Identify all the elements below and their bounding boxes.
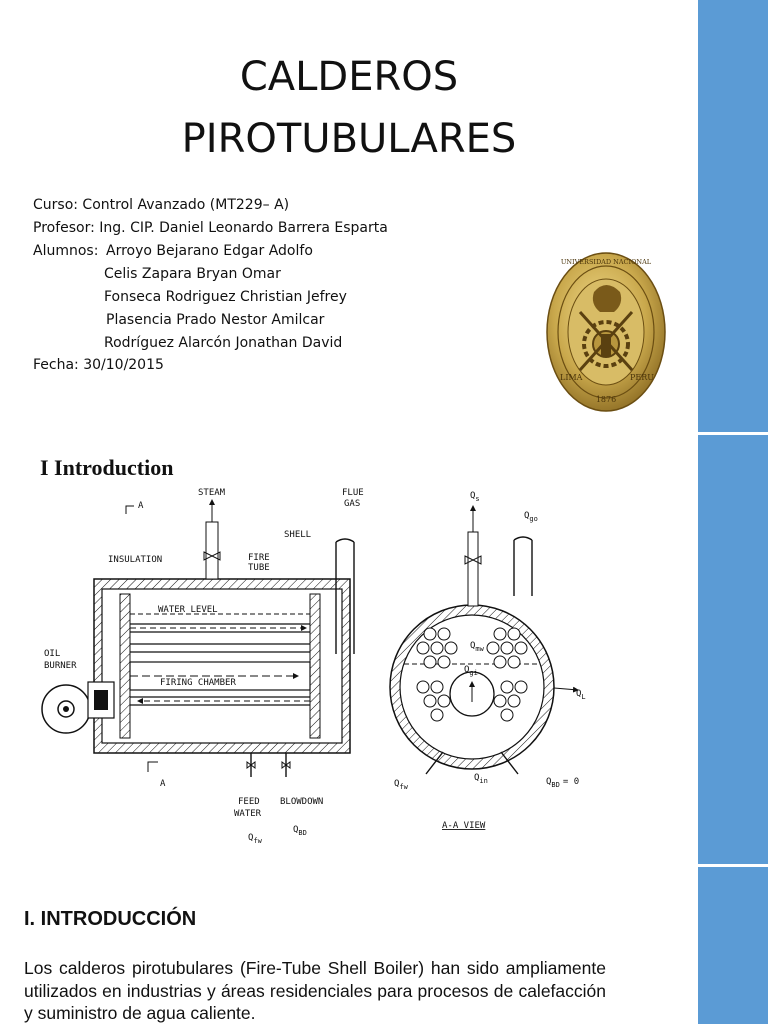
right-sidebar	[698, 0, 768, 1024]
seal-year: 1876	[595, 395, 617, 404]
label-insulation: INSULATION	[108, 555, 163, 565]
sidebar-block-top	[698, 0, 768, 432]
student-1: Arroyo Bejarano Edgar Adolfo	[106, 243, 313, 259]
student-3: Fonseca Rodriguez Christian Jefrey	[104, 289, 347, 305]
label-water-level: WATER LEVEL	[158, 605, 218, 615]
label-q-bd-zero: $Q_{BD} = 0$	[546, 777, 580, 789]
label-firing-chamber: FIRING CHAMBER	[160, 678, 236, 688]
label-q-bd: $Q_{BD}$	[293, 825, 307, 837]
student-5: Rodríguez Alarcón Jonathan David	[104, 335, 343, 351]
seal-arc-text: UNIVERSIDAD NACIONAL	[560, 258, 652, 266]
label-q-l: $Q_L$	[576, 689, 586, 701]
label-gas: GAS	[344, 499, 361, 509]
student-2: Celis Zapara Bryan Omar	[104, 266, 281, 282]
label-q-gi: $Q_{gi}$	[464, 665, 478, 677]
figure-heading: I Introduction	[40, 455, 174, 480]
section-body: Los calderos pirotubulares (Fire-Tube Shell Boiler) han sido ampliamente utilizados en industrias y áreas residenciales para procesos de calefacción y suministro de agua caliente.	[24, 958, 606, 1023]
label-steam: STEAM	[198, 488, 226, 498]
label-q-mw: $Q_{mw}$	[470, 641, 484, 653]
label-tube: TUBE	[248, 563, 270, 573]
label-section-a-top: A	[138, 501, 144, 511]
label-section-a-bottom: A	[160, 779, 166, 789]
label-burner: BURNER	[44, 661, 77, 671]
seal-left-text: LIMA	[560, 373, 583, 382]
label-q-fw-view: $Q_{fw}$	[394, 779, 408, 791]
label-q-in: $Q_{in}$	[474, 773, 488, 785]
label-q-fw: $Q_{fw}$	[248, 833, 262, 845]
label-fire: FIRE	[248, 553, 270, 563]
sidebar-block-middle	[698, 435, 768, 864]
page-title-line1: CALDEROS	[239, 54, 459, 100]
date-line: Fecha: 30/10/2015	[33, 357, 164, 373]
page-title-line2: PIROTUBULARES	[181, 116, 517, 162]
label-q-go: $Q_{go}$	[524, 511, 538, 523]
students-label: Alumnos:	[33, 243, 99, 259]
section-title: I. INTRODUCCIÓN	[24, 908, 197, 930]
professor-line: Profesor: Ing. CIP. Daniel Leonardo Barrera Esparta	[33, 220, 388, 236]
label-blowdown: BLOWDOWN	[280, 797, 324, 807]
university-seal-logo	[546, 252, 666, 412]
sidebar-block-bottom	[698, 867, 768, 1024]
label-shell: SHELL	[284, 530, 312, 540]
seal-right-text: PERU	[630, 373, 654, 382]
label-oil: OIL	[44, 649, 61, 659]
label-feed: FEED	[238, 797, 260, 807]
course-line: Curso: Control Avanzado (MT229– A)	[33, 197, 290, 213]
label-a-a-view: A-A VIEW	[442, 821, 486, 831]
fire-tube-boiler-diagram	[38, 482, 618, 852]
label-q-s: $Q_s$	[470, 491, 480, 503]
student-4: Plasencia Prado Nestor Amilcar	[106, 312, 325, 328]
label-water: WATER	[234, 809, 262, 819]
label-flue: FLUE	[342, 488, 364, 498]
